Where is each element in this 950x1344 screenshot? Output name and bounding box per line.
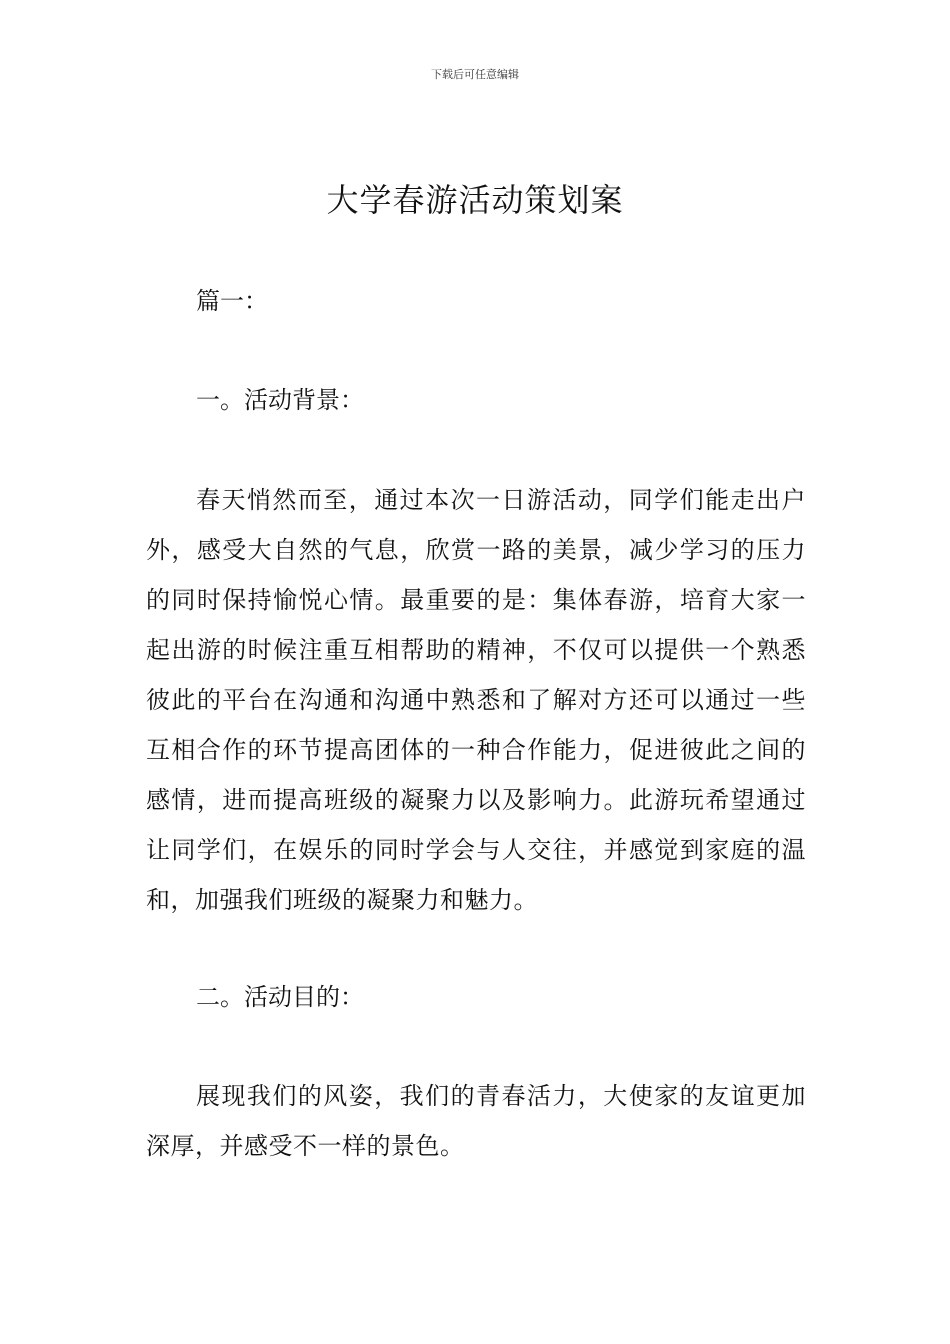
section-body-purpose: 展现我们的风姿，我们的青春活力，大使家的友谊更加深厚，并感受不一样的景色。: [146, 1082, 806, 1160]
section-heading-purpose: 二。活动目的：: [196, 983, 364, 1011]
section-heading-background: 一。活动背景：: [196, 386, 364, 414]
header-note: 下载后可任意编辑: [431, 68, 519, 81]
document-title: 大学春游活动策划案: [326, 181, 624, 219]
section-body-background: 春天悄然而至，通过本次一日游活动，同学们能走出户外，感受大自然的气息，欣赏一路的美景，减少学习的压力的同时保持愉悦心情。最重要的是：集体春游，培育大家一起出游的时候注重互相帮助的精神，不仅可以提供一个熟悉彼此的平台在沟通和沟通中熟悉和了解对方还可以通过一些互相合作的环节提高团体的一种合作能力，促进彼此之间的感情，进而提高班级的凝聚力以及影响力。此游玩希望通过让同学们，在娱乐的同时学会与人交往，并感觉到家庭的温和，加强我们班级的凝聚力和魅力。: [146, 486, 806, 914]
part-label: 篇一：: [196, 287, 268, 315]
